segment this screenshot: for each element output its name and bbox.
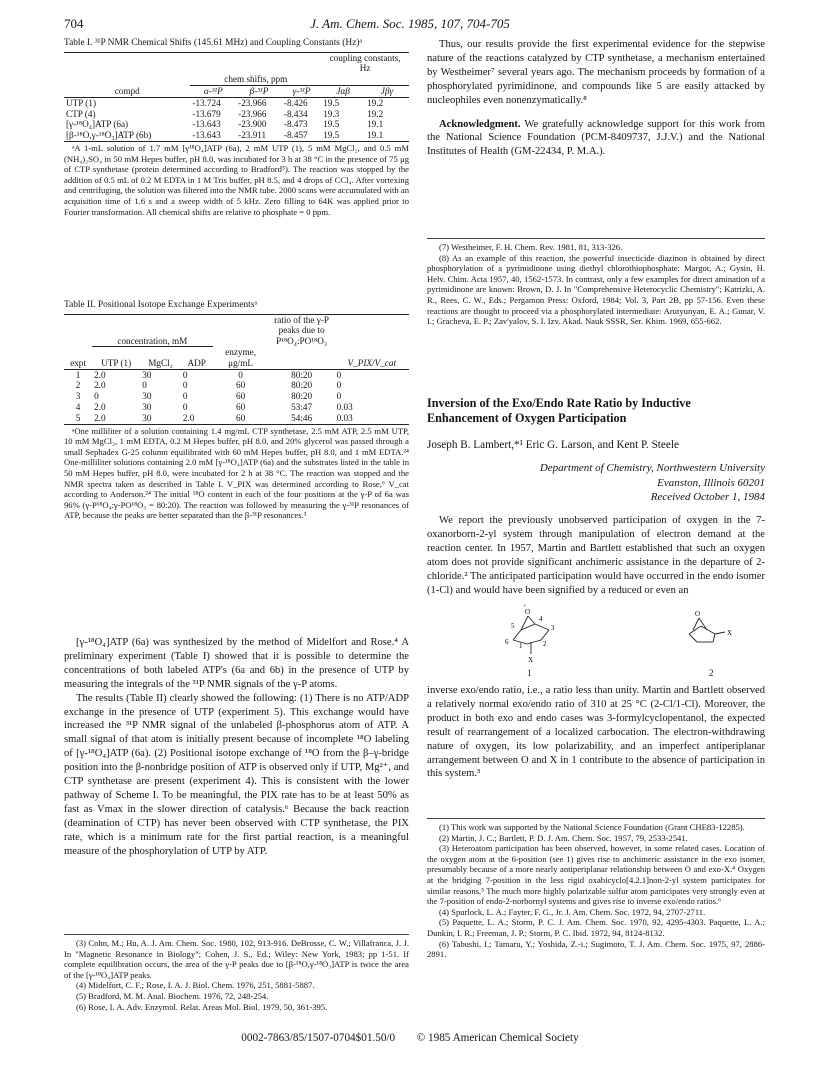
structure-1-locant-2: 2 [543,640,547,648]
article2-paragraph-1: We report the previously unobserved participation of oxygen in the 7-oxanorborn-2-yl system through manipulation of electron demand at the reaction center. In 1957, Martin and Bartlett established that such an oxygen atom does not provide significant anchimeric assistance in the departure of 2-chloride.² The anticipated participation would have occurred in the endo isomer (1-Cl) and would have been signified by a reduced or even an [427,515,765,596]
table1-footnote: ᵃA 1-mL solution of 1.7 mM [γ¹⁸O₄]ATP (6a), 2 mM UTP (1), 5 mM MgCl₂, and 0.5 mM (NH₄)₂SO₄ in 50 mM Hepes buffer, pH 8.0, was incubated for 3 h at 38 °C in the presence of 75 μg of CTP synthetase (protein determined according to Bradford⁵). The reaction was stopped by the addition of 0.5 mL of 0.2 M EDTA in 1 M Tris buffer, pH 8.5, and 4 drops of CCl₄. After vortexing and centrifuging, the solution was filtered into the NMR tube. 2000 scans were accumulated with an acquisition time of 1.6 s and a sweep width of 5 kHz. Zero filling to 64K was applied prior to Fourier transformation. All chemical shifts are relative to phosphate = 0 ppm. [64,142,409,217]
table-cell: -13.643 [192,130,221,141]
table-cell: -13.724 [192,97,221,108]
table-cell: -13.679 [192,108,221,119]
journal-header: J. Am. Chem. Soc. 1985, 107, 704-705 [310,16,510,31]
table1-grid [64,52,409,142]
table2-col-expt: expt [70,357,86,368]
article-authors: Joseph B. Lambert,*¹ Eric G. Larson, and Kent P. Steele [427,439,679,451]
structure-1-substituent: X [528,656,534,664]
table2-col-mg: MgCl₂ [140,347,181,369]
table-cell: 60 [236,380,246,391]
table-cell: 2.0 [94,380,106,391]
table-cell: 0 [336,369,342,380]
table-row [64,391,409,402]
table2-caption: Table II. Positional Isotope Exchange Experimentsᵃ [64,300,258,310]
reference-item: (6) Rose, I. A. Adv. Enzymol. Relat. Areas Mol. Biol. 1979, 50, 361-395. [76,1001,328,1012]
table1-group-coupling: coupling constants, Hz [329,52,401,74]
acknowledgment [427,118,765,160]
left-paragraph-1: [γ-¹⁸O₄]ATP (6a) was synthesized by the method of Midelfort and Rose.⁴ A preliminary experiment (Table I) showed that it is possible to determine the concentrations of both labeled ATP's (6a and 6b) in the presence of UTP by measuring the integrals of the ³¹P NMR signals of the γ-P atoms. [64,637,409,690]
table-cell: -23.911 [238,130,267,141]
compound-label-1: 1 [527,668,532,678]
table1-col-jbg: Jβγ [365,85,409,97]
table-cell: 2 [75,380,81,391]
received-date: Received October 1, 1984 [650,491,765,503]
table1-col-compd: compd [114,85,140,96]
structure-2 [689,618,725,642]
reference-item: (7) Westheimer, F. H. Chem. Rev. 1981, 81, 313-326. [439,242,623,252]
structure-1-locant-1: 1 [519,642,523,650]
table-cell: [γ-¹⁸O₄]ATP (6a) [66,119,129,130]
structure-2-substituent: X [727,629,733,637]
table-cell: 1 [75,369,81,380]
table-cell: 80:20 [291,391,313,402]
table-cell: 0 [336,380,342,391]
table2-col-ratio: ratio of the γ-P peaks due to P¹⁸O₄:PO¹⁸O₃ [274,314,330,347]
table-row [64,402,409,413]
table1-col-alpha: α-³¹P [190,85,236,97]
table-cell: -8.473 [283,119,308,130]
table-cell: 19.5 [323,97,340,108]
table1-col-gamma: γ-³¹P [282,85,321,97]
table-cell: 0.03 [336,412,353,423]
table-cell: 54:46 [291,412,313,423]
structures-svg [427,604,765,666]
left-paragraph-2: The results (Table II) clearly showed the following: (1) There is no ATP/ADP exchange in the presence of UTP (experiment 5). This exchange would have increased the ³¹P NMR signal of the unlabeled β-phosphorus atom of ATP. A small signal of that atom is initially present because of incomplete ¹⁸O labeling of [γ-¹⁸O₄]ATP (6a). (2) Positional isotope exchange of ¹⁸O from the β–γ-bridge position into the β-nonbridge position of ATP is observed only if UTP, Mg²⁺, and CTP synthetase are present (experiment 4). This is consistent with the lower pathway of Scheme I. To be meaningful, the PIX rate has to be at least 50% as fast as Vmax in the slower direction of catalysis.⁶ Because the back reaction (deamination of CTP) has never been observed with CTP synthetase, the PIX rate, which is a minimum rate for the first partial reaction, is a meaningful measure of the phosphorylation of UTP by ATP. [64,692,409,857]
table-cell: -23.966 [238,97,267,108]
table-cell: CTP (4) [66,108,96,119]
article2-heading [427,396,765,505]
structure-1-locant-4: 4 [539,615,543,623]
table-cell: 2.0 [94,401,106,412]
table1-col-beta: β-³¹P [236,85,282,97]
table-cell: 0 [336,391,342,402]
table-cell: 0.03 [336,401,353,412]
structure-figure [427,604,765,666]
structure-1-locant-7: 7 [523,604,527,609]
table-cell: 30 [142,401,152,412]
structure-1-oxygen: O [525,608,531,616]
table-cell: -8.457 [283,130,308,141]
reference-item: (5) Bradford, M. M. Anal. Biochem. 1976, 72, 248-254. [76,990,269,1001]
acknowledgment-label: Acknowledgment. [439,118,521,130]
footer-copyright: © 1985 American Chemical Society [416,1032,579,1044]
reference-item: (8) As an example of this reaction, the powerful insecticide diazinon is obtained by direct phosphorylation of a pyrimidinone using diethyl chlorothiophosphate: Margot, A.; Gysin, H. Helv. Chim. Acta 1957, 40, 1562-1573. In contrast, only a few examples for direct amination of a pyrimidinone are known: Brown, D. J. In "Comprehensive Heterocyclic Chemistry"; Katrizki, A. R., Rees, C. W., Eds.; Pergamon Press: Oxford, 1984; Vol. 3, Part 2B, pp 57-156. Even these reactions are thought to proceed via a phosphorylated intermediate: Arutyunyan, E. A.; Gunar, V. I.; Gracheva, E. P.; Zav'yalov, S. I. Izv. Akad. Nauk SSSR, Ser. Khim. 1969, 655-662. [427,252,765,327]
table-cell: 0 [182,380,188,391]
table-row [64,109,409,120]
table-row [64,413,409,424]
table-cell: 2.0 [182,412,195,423]
right-body [427,38,765,159]
table-cell: -23.966 [238,108,267,119]
table-cell: 19.1 [367,119,384,130]
table2-grid [64,314,409,425]
table-cell: -8.434 [283,108,308,119]
left-body [64,636,409,859]
table-cell: 0 [182,401,188,412]
affiliation-department: Department of Chemistry, Northwestern University [539,462,765,474]
table2-col-adp: ADP [181,347,213,369]
reference-item: (4) Midelfort, C. F.; Rose, I. A. J. Biol. Chem. 1976, 251, 5881-5887. [76,980,315,991]
table-cell: 0 [142,380,147,391]
table-cell: 30 [142,412,152,423]
reference-item: (3) Heteroatom participation has been observed, however, in some related cases. Location of the oxygen atom at the 6-position (see 1) gives rise to anchimeric assistance in the exo isomer, presumably because of a more nearly antiperiplanar relationship between O and exo-X.⁴ Oxygen at the bridging 7-position in the less rigid oxabicyclo[4.2.1]non-2-yl system participates for similar reasons.⁵ The much more highly polarizable sulfur atom participates very strongly even at the 7-position of endo-2-norbornyl systems and gives rise to inverse exo/endo ratios.⁶ [427,843,765,907]
table-row [64,98,409,109]
table2-footnote: ᵃOne milliliter of a solution containing 1.4 mg/mL CTP synthetase, 2.5 mM ATP, 2.5 mM UTP, 10 mM MgCl₂, 1 mM EDTA, 0.2 M Hepes buffer, pH 8.0, and 20% glycerol was passed through a small Sephadex G-25 column equilibrated with 60 mM Hepes buffer, pH 8.0, and 1 mM EDTA.²⁴ One-milliliter solutions containing 2.0 mM [γ-¹⁸O₄]ATP (6a) and the substrates listed in the table in 50 mM Hepes buffer, pH 8.0, were incubated for 2 h at 38 °C. The reaction was stopped and the NMR spectra taken as described in Table I. V_PIX was determined according to Rose,⁶ V_cat according to Anderson.²⁴ The initial ¹⁸O content in each of the four positions at the γ-P of 6a was 96% (γ-P¹⁸O₄:γ-PO¹⁸O₃ = 80:20). The reaction was followed by measuring the γ-³¹P resonances of ATP, because the peaks are better separated than the β-³¹P resonances.³ [64,425,409,521]
table-row [64,370,409,381]
table2-group-conc: concentration, mM [117,335,188,346]
page-footer [0,1032,820,1044]
table-cell: 80:20 [291,380,313,391]
right-references-top [427,238,765,327]
table-cell: 19.5 [323,119,340,130]
table1-group-shifts: chem shifts, ppm [224,74,288,85]
article-title: Inversion of the Exo/Endo Rate Ratio by Inductive Enhancement of Oxygen Participation [427,396,691,425]
table-cell: 60 [236,401,246,412]
table-cell: 4 [75,401,81,412]
table-cell: 19.2 [367,108,384,119]
table-cell: 0 [182,391,188,402]
table-cell: 60 [236,412,246,423]
table2 [64,300,409,521]
article2-body-1 [427,514,765,597]
reference-item: (6) Tabushi, I.; Tamaru, Y.; Yoshida, Z.-i.; Sugimoto, T. J. Am. Chem. Soc. 1975, 97, 2886-2891. [427,938,765,960]
table-cell: 30 [142,391,152,402]
article2-body-2 [427,684,765,781]
table2-col-utp: UTP (1) [92,347,140,369]
table-cell: 80:20 [291,369,313,380]
table-cell: 19.5 [323,130,340,141]
table-cell: -8.426 [283,97,308,108]
structure-1-locant-6: 6 [505,638,509,646]
reference-item: (5) Paquette, L. A.; Storm, P. C. J. Am. Chem. Soc. 1970, 92, 4295-4303. Paquette, L. A.; Dunkin, I. R.; Freeman, J. P.; Storm, P. C. Ibid. 1972, 94, 8124-8132. [427,917,765,938]
table1-col-jab: Jαβ [321,85,365,97]
table-row [64,119,409,130]
table-cell: 53:47 [291,401,313,412]
table2-col-vpix: V_PIX/V_cat [347,357,397,368]
reference-item: (2) Martin, J. C.; Bartlett, P. D. J. Am. Chem. Soc. 1957, 79, 2533-2541. [439,832,688,843]
page-number: 704 [64,16,84,31]
structure-1-locant-5: 5 [511,622,515,630]
table-row [64,130,409,141]
table-cell: 5 [75,412,81,423]
table-cell: 30 [142,369,152,380]
table-cell: 19.1 [367,130,384,141]
table1 [64,38,409,217]
affiliation-city: Evanston, Illinois 60201 [657,476,765,489]
right-paragraph-1: Thus, our results provide the first experimental evidence for the stepwise nature of the reactions catalyzed by CTP synthetase, a mechanism entertained by Westheimer⁷ several years ago. The mechanism proceeds by formation of a phosphorylated pyrimidinone, and compounds like 5 are easily attacked by nucleophiles even nonenzymatically.⁸ [427,39,765,106]
table-cell: 60 [236,391,246,402]
reference-item: (4) Spurlock, L. A.; Fayter, F. G., Jr. J. Am. Chem. Soc. 1972, 94, 2707-2711. [439,906,706,917]
table-cell: 0 [94,391,99,402]
table-cell: 3 [75,391,81,402]
table-cell: 2.0 [94,369,106,380]
acknowledgment-text: We gratefully acknowledge support for this work from the National Science Foundation (PCM-8409737, J.J.V.) and the National Institutes of Health (GM-22434, P. M.A.). [427,118,765,158]
table-cell: [β-¹⁸O,γ-¹⁸O₃]ATP (6b) [66,130,152,141]
table-cell: UTP (1) [66,97,97,108]
table-cell: 19.2 [367,97,384,108]
table-cell: 0 [182,369,188,380]
table-cell: 19.3 [323,108,340,119]
table1-caption: Table I. ³¹P NMR Chemical Shifts (145.61 MHz) and Coupling Constants (Hz)ᵃ [64,38,363,48]
reference-item: (3) Cohn, M.; Hu, A. J. Am. Chem. Soc. 1980, 102, 913-916. DeBrosse, C. W.; Villafranca, J. J. In "Magnetic Resonance in Biology"; Cohen, J. S., Ed.; Wiley: New York, 1983; pp 1-51. If complete equilibration occurs, the area of the γ-P peaks due to [β-¹⁸O,γ-¹⁸O₃]ATP is twice the area of the [γ-¹⁸O₄]ATP peaks. [64,938,409,980]
article2-paragraph-2: inverse exo/endo ratio, i.e., a ratio less than unity. Martin and Bartlett observed a relatively normal exo/endo ratio of 310 at 25 °C (2-Cl/1-Cl). Moreover, the product in both exo and endo cases was 3-formylcyclopentanol, the expected result of rearrangement of a localized carbocation. The electron-withdrawing nature of oxygen, its low polarizability, and an imperfect antiperiplanar arrangement between O and X in 1 contribute to the absence of participation in this system.³ [427,685,765,780]
table-row [64,380,409,391]
table2-col-enzyme: enzyme, μg/mL [225,346,257,368]
footer-code: 0002-7863/85/1507-0704$01.50/0 [241,1032,396,1044]
table-cell: 0 [238,369,243,380]
compound-label-2: 2 [709,668,714,678]
table-cell: -13.643 [192,119,221,130]
right-references-bottom [427,818,765,960]
table-cell: 2.0 [94,412,106,423]
table-cell: -23.900 [238,119,267,130]
reference-item: (1) This work was supported by the National Science Foundation (Grant CHE83-12285). [439,822,745,832]
structure-1-locant-3: 3 [551,624,555,632]
left-references [64,934,409,1012]
structure-2-oxygen: O [695,610,701,618]
